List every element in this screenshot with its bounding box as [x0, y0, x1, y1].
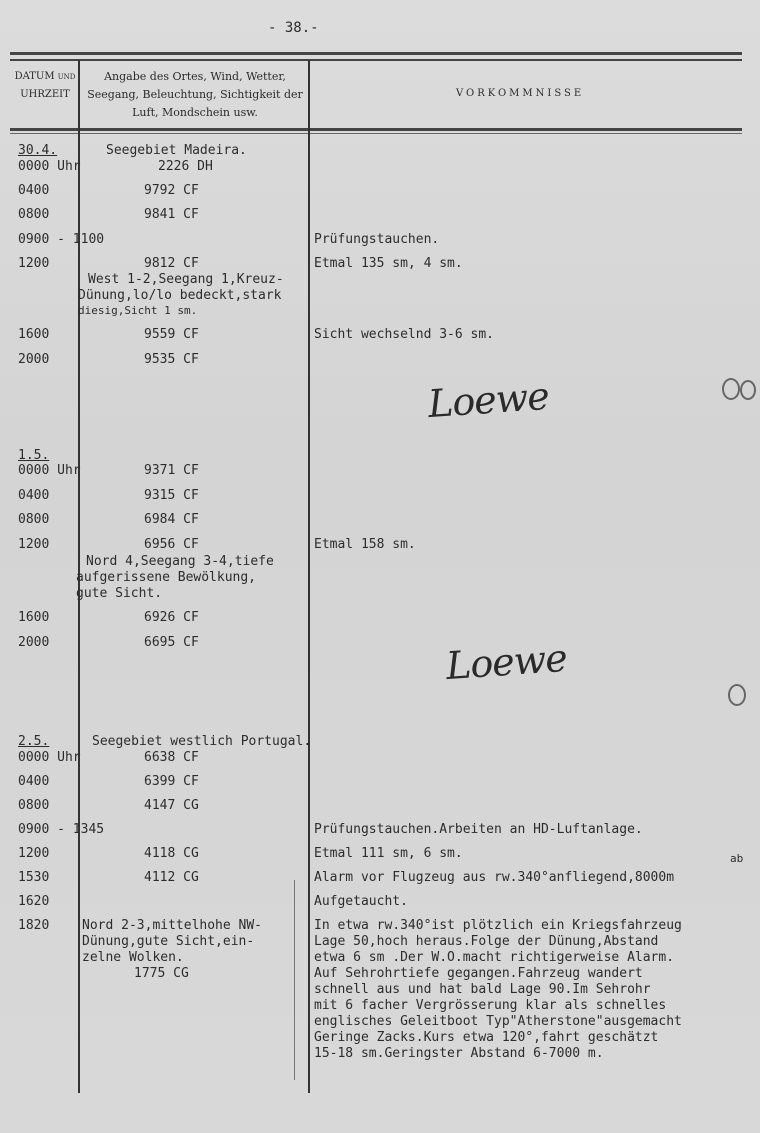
event-text: Auf Sehrohrtiefe gegangen.Fahrzeug wandert	[314, 966, 643, 981]
date-2-5: 2.5.	[18, 734, 50, 749]
ring-mark	[728, 684, 746, 706]
time-entry: 1600	[18, 327, 50, 342]
event-text: In etwa rw.340°ist plötzlich ein Kriegsfahrzeug	[314, 918, 682, 933]
time-entry: 0800	[18, 512, 50, 527]
date-30-4: 30.4.	[18, 143, 58, 158]
header-date-time: DATUM und UHRZEIT	[14, 71, 76, 100]
event-text: Geringe Zacks.Kurs etwa 120°,fahrt geschätzt	[314, 1030, 659, 1045]
event-text: Sicht wechselnd 3-6 sm.	[314, 327, 495, 342]
weather-text: aufgerissene Bewölkung,	[76, 570, 257, 585]
time-entry: 0900 - 1345	[18, 822, 105, 837]
grid-square: 9812 CF	[144, 256, 199, 271]
grid-square: 2226 DH	[158, 159, 213, 174]
grid-square: 9559 CF	[144, 327, 199, 342]
grid-square: 1775 CG	[134, 966, 189, 981]
event-text: Etmal 135 sm, 4 sm.	[314, 256, 463, 271]
time-entry: 1200	[18, 256, 50, 271]
event-text: Prüfungstauchen.Arbeiten an HD-Luftanlage.	[314, 822, 643, 837]
top-rule	[10, 52, 742, 55]
header-events: VORKOMMNISSE	[456, 88, 585, 99]
weather-text: Dünung,lo/lo bedeckt,stark	[78, 288, 282, 303]
time-entry: 0900 - 1100	[18, 232, 105, 247]
signature: Loewe	[444, 635, 569, 689]
faint-mark	[294, 880, 295, 1080]
grid-square: 6638 CF	[144, 750, 199, 765]
time-entry: 1600	[18, 610, 50, 625]
grid-square: 6695 CF	[144, 635, 199, 650]
page-number: - 38.-	[268, 20, 319, 36]
weather-text: Dünung,gute Sicht,ein-	[82, 934, 255, 949]
weather-text: Nord 4,Seegang 3-4,tiefe	[86, 554, 274, 569]
time-entry: 0800	[18, 798, 50, 813]
event-text: schnell aus und hat bald Lage 90.Im Sehrohr	[314, 982, 651, 997]
header-location-weather: Angabe des Ortes, Wind, Wetter, Seegang, Beleuchtung, Sichtigkeit der Luft, Mondschein usw.	[87, 70, 303, 119]
grid-square: 4112 CG	[144, 870, 199, 885]
grid-square: 9315 CF	[144, 488, 199, 503]
event-text: Aufgetaucht.	[314, 894, 408, 909]
grid-square: 6926 CF	[144, 610, 199, 625]
signature: Loewe	[426, 373, 551, 427]
event-text: etwa 6 sm .Der W.O.macht richtigerweise Alarm.	[314, 950, 675, 965]
time-entry: 1530	[18, 870, 50, 885]
time-entry: 0400	[18, 183, 50, 198]
ring-mark	[740, 380, 756, 400]
event-text: mit 6 facher Vergrösserung klar als schnelles	[314, 998, 667, 1013]
time-entry: 0400	[18, 488, 50, 503]
column-divider-2	[308, 60, 310, 1093]
ring-mark	[722, 378, 740, 400]
top-rule-2	[10, 59, 742, 61]
time-entry: 1820	[18, 918, 50, 933]
date-1-5: 1.5.	[18, 448, 50, 463]
weather-text: gute Sicht.	[76, 586, 163, 601]
event-text: Etmal 111 sm, 6 sm.	[314, 846, 463, 861]
grid-square: 9841 CF	[144, 207, 199, 222]
grid-square: 4118 CG	[144, 846, 199, 861]
time-entry: 0800	[18, 207, 50, 222]
header-bottom-rule-2	[10, 133, 742, 134]
weather-text: Nord 2-3,mittelhohe NW-	[82, 918, 263, 933]
grid-square: 9535 CF	[144, 352, 199, 367]
event-text: Alarm vor Flugzeug aus rw.340°anfliegend,8000m	[314, 870, 675, 885]
time-entry: 1200	[18, 537, 50, 552]
header-bottom-rule	[10, 128, 742, 131]
sea-area-portugal: Seegebiet westlich Portugal.	[92, 734, 312, 749]
event-text: 15-18 sm.Geringster Abstand 6-7000 m.	[314, 1046, 604, 1061]
grid-square: 9371 CF	[144, 463, 199, 478]
time-entry: 0000 Uhr	[18, 463, 81, 478]
weather-text: diesig,Sicht 1 sm.	[78, 304, 198, 317]
event-text: Prüfungstauchen.	[314, 232, 440, 247]
event-text: Etmal 158 sm.	[314, 537, 416, 552]
grid-square: 6984 CF	[144, 512, 199, 527]
time-entry: 0000 Uhr	[18, 159, 81, 174]
grid-square: 6956 CF	[144, 537, 199, 552]
weather-text: zelne Wolken.	[82, 950, 184, 965]
event-annotation: ab	[730, 852, 744, 865]
weather-text: West 1-2,Seegang 1,Kreuz-	[88, 272, 284, 287]
grid-square: 9792 CF	[144, 183, 199, 198]
time-entry: 0000 Uhr	[18, 750, 81, 765]
event-text: Lage 50,hoch heraus.Folge der Dünung,Abstand	[314, 934, 659, 949]
time-entry: 1200	[18, 846, 50, 861]
time-entry: 2000	[18, 352, 50, 367]
event-text: englisches Geleitboot Typ"Atherstone"ausgemacht	[314, 1014, 682, 1029]
time-entry: 0400	[18, 774, 50, 789]
sea-area-madeira: Seegebiet Madeira.	[106, 143, 247, 158]
grid-square: 4147 CG	[144, 798, 199, 813]
time-entry: 2000	[18, 635, 50, 650]
time-entry: 1620	[18, 894, 50, 909]
grid-square: 6399 CF	[144, 774, 199, 789]
